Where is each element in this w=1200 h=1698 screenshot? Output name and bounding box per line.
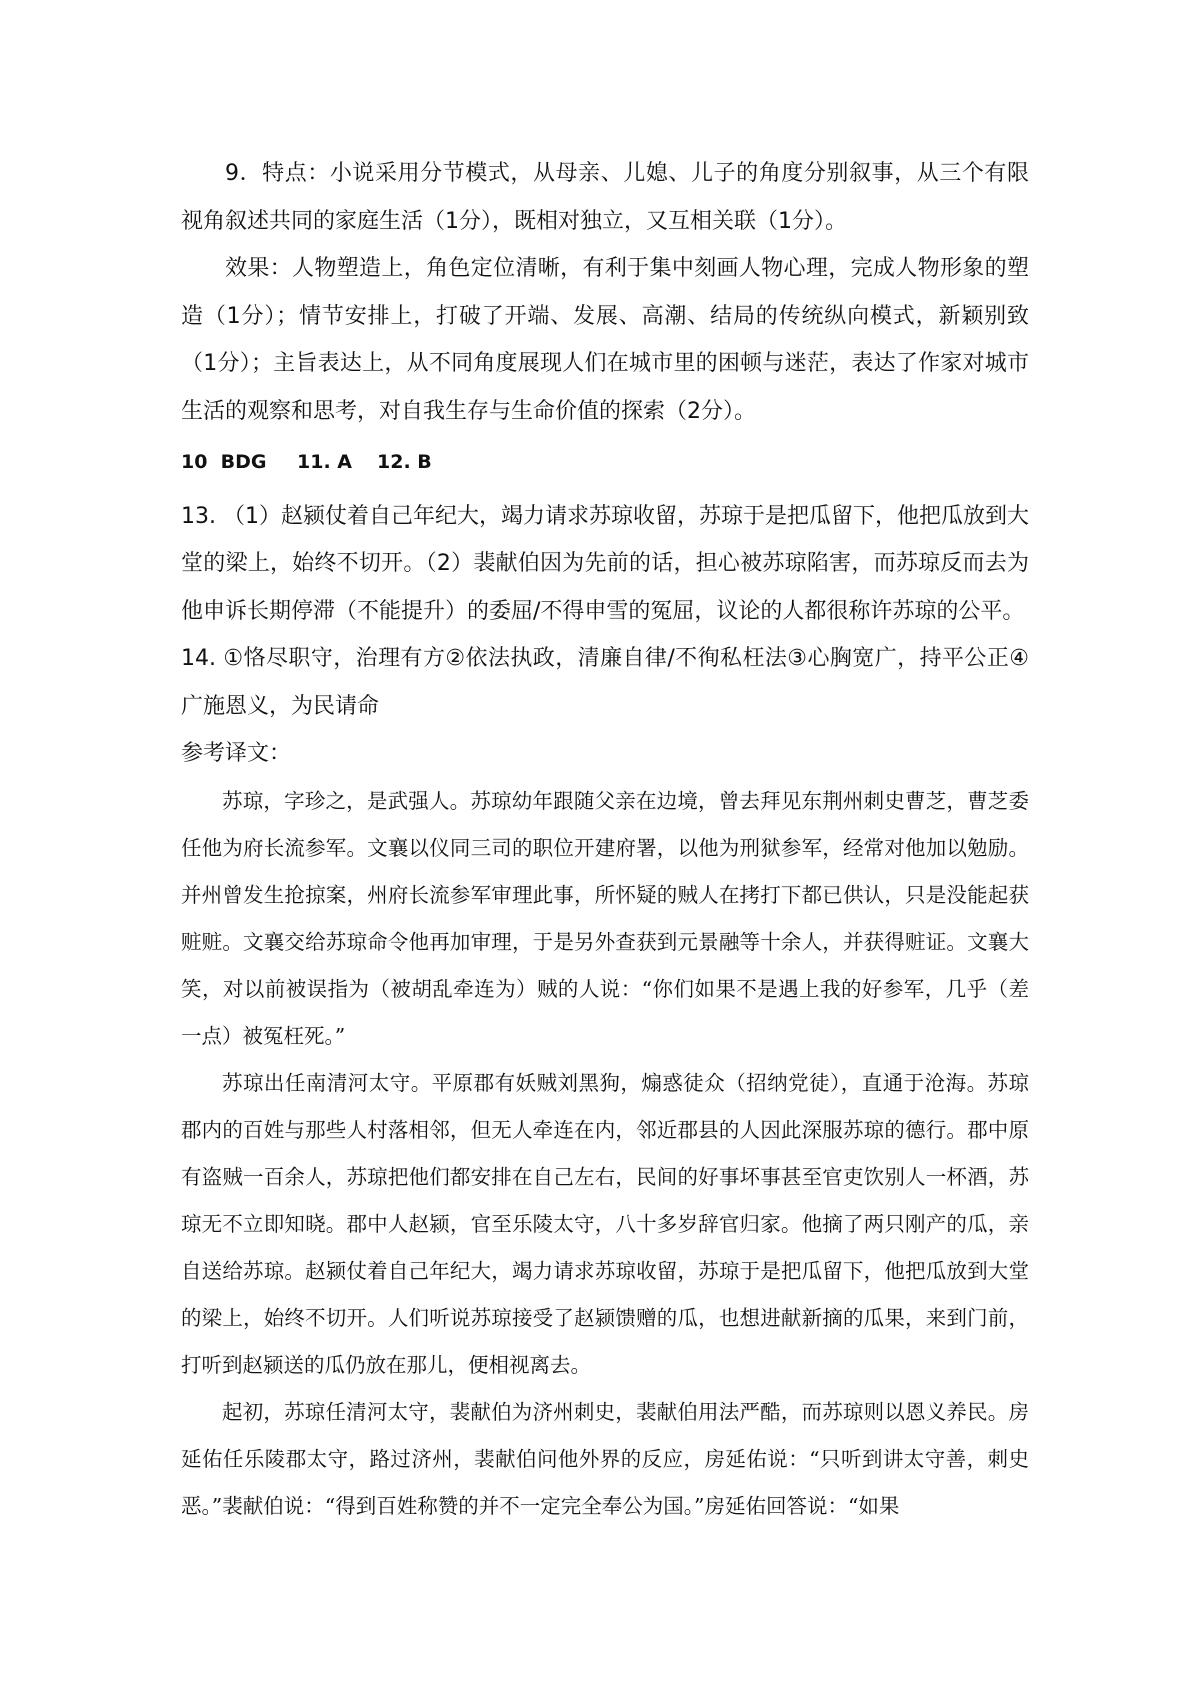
translation-paragraph-3: 起初，苏琼任清河太守，裴献伯为济州刺史，裴献伯用法严酷，而苏琼则以恩义养民。房延佑任乐陵郡太守，路过济州，裴献伯问他外界的反应，房延佑说：“只听到讲太守善，刺史恶。”裴献伯说：“得到百姓称赞的并不一定完全奉公为国。”房延佑回答说：“如果 <box>181 1399 1029 1518</box>
answer-12: 12. B <box>377 451 432 473</box>
answer-14: 14. ①恪尽职守，治理有方②依法执政，清廉自律/不徇私枉法③心胸宽广，持平公正④广施恩义，为民请命 <box>181 646 1029 719</box>
answer-11: 11. A <box>297 451 352 473</box>
translation-paragraph-2: 苏琼出任南清河太守。平原郡有妖贼刘黑狗，煽惑徒众（招纳党徒），直通于沧海。苏琼郡内的百姓与那些人村落相邻，但无人牵连在内，邻近郡县的人因此深服苏琼的德行。郡中原有盗贼一百余人，苏琼把他们都安排在自己左右，民间的好事坏事甚至官吏饮别人一杯酒，苏琼无不立即知晓。郡中人赵颍，官至乐陵太守，八十多岁辞官归家。他摘了两只刚产的瓜，亲自送给苏琼。赵颍仗着自己年纪大，竭力请求苏琼收留，苏琼于是把瓜留下，他把瓜放到大堂的梁上，始终不切开。人们听说苏琼接受了赵颍馈赠的瓜，也想进献新摘的瓜果，来到门前，打听到赵颍送的瓜仍放在那儿，便相视离去。 <box>181 1070 1029 1377</box>
answer-9-effect: 效果：人物塑造上，角色定位清晰，有利于集中刻画人物心理，完成人物形象的塑造（1分）；情节安排上，打破了开端、发展、高潮、结局的传统纵向模式，新颖别致（1分）；主旨表达上，从不同角度展现人们在城市里的困顿与迷茫，表达了作家对城市生活的观察和思考，对自我生存与生命价值的探索（2分）。 <box>181 256 1029 424</box>
answer-9-feature: 9．特点：小说采用分节模式，从母亲、儿媳、儿子的角度分别叙事，从三个有限视角叙述共同的家庭生活（1分），既相对独立，又互相关联（1分）。 <box>181 161 1029 234</box>
answers-10-12 <box>181 439 1029 487</box>
translation-paragraph-1: 苏琼，字珍之，是武强人。苏琼幼年跟随父亲在边境，曾去拜见东荆州刺史曹芝，曹芝委任他为府长流参军。文襄以仪同三司的职位开建府署，以他为刑狱参军，经常对他加以勉励。并州曾发生抢掠案，州府长流参军审理此事，所怀疑的贼人在拷打下都已供认，只是没能起获赃赃。文襄交给苏琼命令他再加审理，于是另外查获到元景融等十余人，并获得赃证。文襄大笑，对以前被误指为（被胡乱牵连为）贼的人说：“你们如果不是遇上我的好参军，几乎（差一点）被冤枉死。” <box>181 788 1029 1048</box>
answer-10: 10 BDG <box>181 451 267 473</box>
document-page <box>181 150 1029 1530</box>
answer-13: 13. （1）赵颍仗着自己年纪大，竭力请求苏琼收留，苏琼于是把瓜留下，他把瓜放到大堂的梁上，始终不切开。（2）裴献伯因为先前的话，担心被苏琼陷害，而苏琼反而去为他申诉长期停滞（不能提升）的委屈/不得申雪的冤屈，议论的人都很称许苏琼的公平。 <box>181 503 1029 624</box>
translation-label: 参考译文： <box>181 741 292 766</box>
